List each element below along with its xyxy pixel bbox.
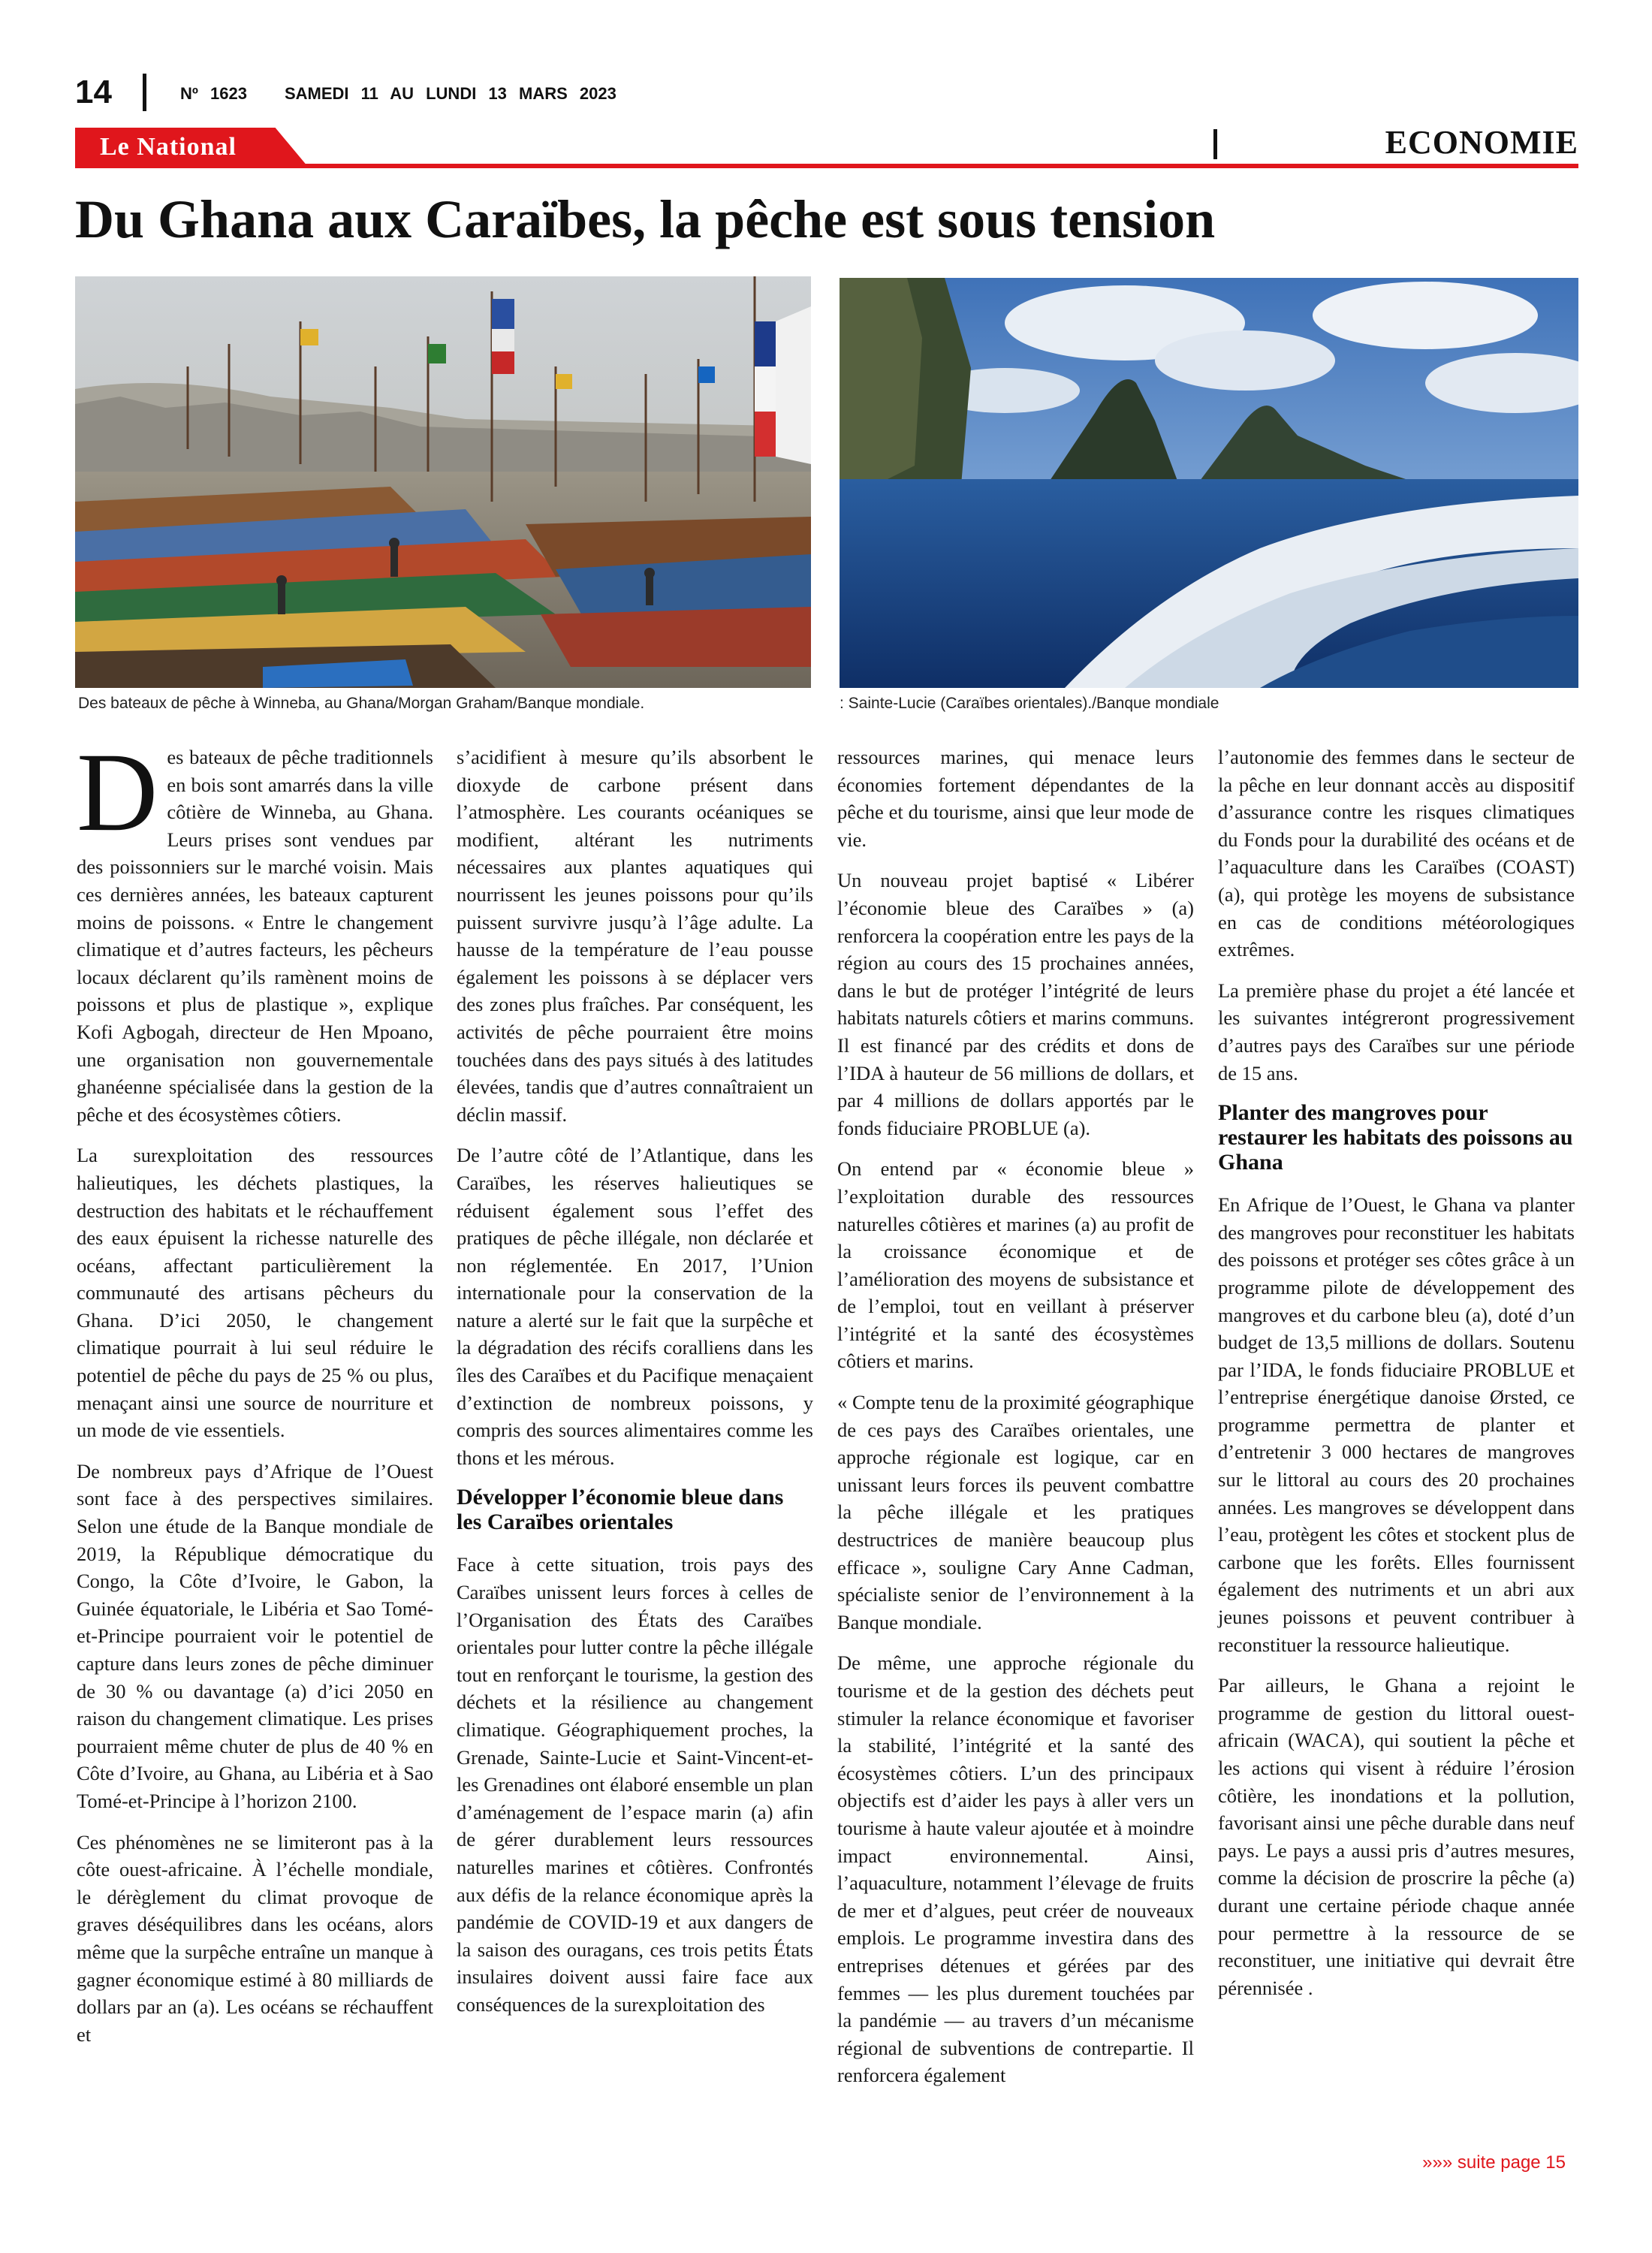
paragraph: La surexploitation des ressources halieutiques, les déchets plastiques, la destruction des habitats et le réchauffement des eaux épuisent la richesse naturelle des océans, affectant particulièrement la communauté des artisans pêcheurs du Ghana. D’ici 2050, le changement climatique pourrait à lui seul réduire le potentiel de pêche du pays de 25 % ou plus, menaçant ainsi une source de nourriture et un mode de vie essentiels. (77, 1144, 433, 1442)
paragraph: De l’autre côté de l’Atlantique, dans les Caraïbes, les réserves halieutiques se réduisent également sous l’effet des pratiques de pêche illégale, non déclarée et non réglementée. En 2017, l’Union internationale pour la conservation de la nature a alerté sur le fait que la surpêche et la dégradation des récifs coralliens dans les îles des Caraïbes et du Pacifique menaçaient d’extinction de nombreux poissons, y compris des sources alimentaires comme les thons et les mérous. (457, 1144, 813, 1469)
photo-saint-lucia (840, 278, 1578, 688)
paragraph: De nombreux pays d’Afrique de l’Ouest sont face à des perspectives similaires. Selon une étude de la Banque mondiale de 2019, la République démocratique du Congo, la Côte d’Ivoire, le Gabon, la Guinée équatoriale, le Libéria et Sao Tomé-et-Principe pourraient voir le potentiel de capture dans leurs zones de pêche diminuer de 30 % ou davantage (a) d’ici 2050 en raison du changement climatique. Les prises pourraient même chuter de plus de 40 % en Côte d’Ivoire, au Ghana, au Libéria et à Sao Tomé-et-Principe à l’horizon 2100. (77, 1459, 433, 1812)
photo-caption-ghana: Des bateaux de pêche à Winneba, au Ghana/Morgan Graham/Banque mondiale. (78, 695, 645, 712)
issue-date-line (180, 85, 616, 103)
continued-on-page: »»» suite page 15 (1422, 2152, 1566, 2173)
paragraph: s’acidifient à mesure qu’ils absorbent le dioxyde de carbone présent dans l’atmosphère. Les courants océaniques se modifient, altérant les nutriments nécessaires aux plantes aquatiques qui nourrissent les jeunes poissons pour qu’ils puissent survivre jusqu’à l’âge adulte. La hausse de la température de l’eau pousse également les poissons à se déplacer vers des zones plus fraîches. Par conséquent, les activités de pêche pourraient être moins touchées dans des pays situés à des latitudes élevées, tandis que d’autres connaîtraient un déclin massif. (457, 746, 813, 1126)
section-title: ECONOMIE (1385, 124, 1578, 161)
subheading: Développer l’économie bleue dans les Caraïbes orientales (457, 1485, 784, 1535)
paragraph: On entend par « économie bleue » l’exploitation durable des ressources naturelles côtières et marines (a) au profit de la croissance économique et de l’amélioration des moyens de subsistance et de l’emploi, tout en veillant à préserver l’intégrité et la santé des écosystèmes côtiers et marins. (837, 1157, 1194, 1373)
issue-date: SAMEDI 11 AU LUNDI 13 MARS 2023 (284, 84, 616, 103)
header-divider (143, 74, 146, 111)
subheading: Planter des mangroves pour restaurer les habitats des poissons au Ghana (1218, 1100, 1573, 1175)
paragraph: ressources marines, qui menace leurs économies fortement dépendantes de la pêche et du tourisme, ainsi que leur mode de vie. (837, 746, 1194, 851)
publication-name: Le National (100, 133, 237, 161)
drop-cap: D (77, 730, 158, 855)
paragraph: La première phase du projet a été lancée et les suivantes intégreront progressivement d’autres pays des Caraïbes sur une période de 15 ans. (1218, 979, 1575, 1084)
article-column-1 (77, 730, 433, 2061)
article-column-2 (457, 743, 813, 2032)
paragraph: « Compte tenu de la proximité géographique de ces pays des Caraïbes orientales, une approche régionale est logique, car en unissant leurs forces ils peuvent combattre la pêche illégale et les pratiques destructrices de manière beaucoup plus efficace », souligne Cary Anne Cadman, spécialiste senior de l’environnement à la Banque mondiale. (837, 1391, 1194, 1633)
paragraph: En Afrique de l’Ouest, le Ghana va planter des mangroves pour reconstituer les habitats des poissons et protéger ses côtes grâce à un programme pilote de développement des mangroves et du carbone bleu (a), doté d’un budget de 13,5 millions de dollars. Soutenu par l’IDA, le fonds fiduciaire PROBLUE et l’entreprise énergétique danoise Ørsted, ce programme permettra de planter et d’entretenir 3 000 hectares de mangroves sur le littoral au cours des 20 prochaines années. Les mangroves se développent dans l’eau, protègent les côtes et stockent plus de carbone que les forêts. Elles fournissent également des nutriments et un abri aux jeunes poissons et peuvent contribuer à reconstituer la ressource halieutique. (1218, 1193, 1575, 1656)
paragraph (77, 730, 433, 1128)
article-headline: Du Ghana aux Caraïbes, la pêche est sous tension (75, 189, 1216, 249)
paragraph: Un nouveau projet baptisé « Libérer l’économie bleue des Caraïbes » (a) renforcera la coopération entre les pays de la région au cours des 15 prochaines années, dans le but de protéger l’intégrité de leurs habitats naturels côtiers et marins communs. Il est financé par des crédits et dons de l’IDA à hauteur de 56 millions de dollars, et par 4 millions de dollars apportés par le fonds fiduciaire PROBLUE (a). (837, 869, 1194, 1139)
header-rule (75, 164, 1578, 168)
saint-lucia-image (840, 278, 1578, 688)
section-divider (1213, 129, 1217, 159)
paragraph: Par ailleurs, le Ghana a rejoint le programme de gestion du littoral ouest-africain (WACA), qui soutient la pêche et les actions qui visent à réduire l’érosion côtière, les inondations et la pollution, favorisant ainsi une pêche durable dans neuf pays. Le pays a aussi pris d’autres mesures, comme la décision de proscrire la pêche (a) durant une certaine période chaque année pour permettre à la ressource de se reconstituer, une initiative qui devrait être pérennisée . (1218, 1674, 1575, 1999)
paragraph-text: es bateaux de pêche traditionnels en bois sont amarrés dans la ville côtière de Winneba, au Ghana. Leurs prises sont vendues par des poissonniers sur le marché voisin. Mais ces dernières années, les bateaux capturent moins de poissons. « Entre le changement climatique et d’autres facteurs, les pêcheurs locaux déclarent qu’ils ramènent moins de poissons et plus de plastique », explique Kofi Agbogah, directeur de Hen Mpoano, une organisation non gouvernementale ghanéenne spécialisée dans la gestion de la pêche et des écosystèmes côtiers. (77, 746, 433, 1126)
paragraph: Face à cette situation, trois pays des Caraïbes unissent leurs forces à celles de l’Organisation des États des Caraïbes orientales pour lutter contre la pêche illégale tout en renforçant le tourisme, la gestion des déchets et la résilience au changement climatique. Géographiquement proches, la Grenade, Sainte-Lucie et Saint-Vincent-et-les Grenadines ont élaboré ensemble un plan d’aménagement de l’espace marin (a) afin de gérer durablement leurs ressources naturelles marines et côtières. Confrontés aux défis de la relance économique après la pandémie de COVID-19 et aux dangers de la saison des ouragans, ces trois petits États insulaires doivent aussi faire face aux conséquences de la surexploitation des (457, 1553, 813, 2016)
article-column-3 (837, 743, 1194, 2103)
paragraph: Ces phénomènes ne se limiteront pas à la côte ouest-africaine. À l’échelle mondiale, le dérèglement du climat provoque de graves déséquilibres dans les océans, alors même que la surpêche entraîne un manque à gagner économique estimé à 80 milliards de dollars par an (a). Les océans se réchauffent et (77, 1830, 433, 2046)
article-column-4 (1218, 743, 1575, 2015)
issue-number: Nº 1623 (180, 84, 247, 103)
photo-fishing-boats (75, 276, 811, 688)
paragraph: De même, une approche régionale du tourisme et de la gestion des déchets peut stimuler la relance économique et favoriser la stabilité, l’intégrité et la santé des écosystèmes côtiers. L’un des principaux objectifs est d’aider les pays à aller vers un tourisme à haute valeur ajoutée et à moindre impact environnemental. Ainsi, l’aquaculture, notamment l’élevage de fruits de mer et d’algues, peut créer de nouveaux emplois. Le programme investira dans des entreprises détenues et gérées par des femmes — les plus durement touchées par la pandémie — au travers d’un mécanisme régional de subventions de contrepartie. Il renforcera également (837, 1651, 1194, 2087)
paragraph: l’autonomie des femmes dans le secteur de la pêche en leur donnant accès au dispositif d’assurance contre les risques climatiques du Fonds pour la durabilité des océans et de l’aquaculture dans les Caraïbes (COAST) (a), qui protège les moyens de subsistance en cas de conditions météorologiques extrêmes. (1218, 746, 1575, 961)
photo-caption-saint-lucia: : Sainte-Lucie (Caraïbes orientales)./Banque mondiale (840, 695, 1219, 712)
page-number: 14 (75, 74, 112, 110)
fishing-boats-image (75, 276, 811, 688)
